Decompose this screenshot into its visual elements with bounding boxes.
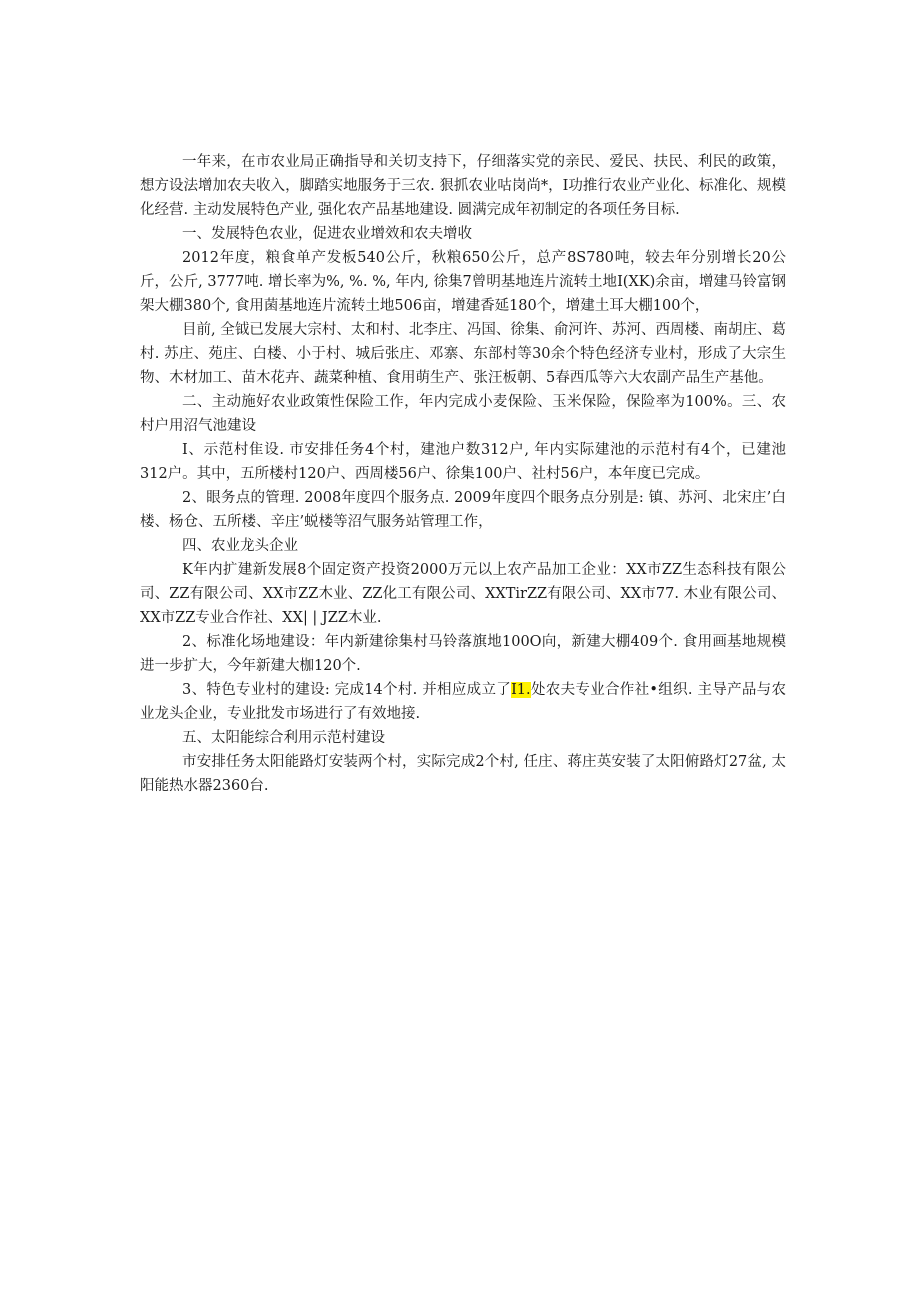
section-4-item-3 xyxy=(140,678,786,726)
item-3-text-after: 处农夫专业合作社•组织. 主导产品与农业龙头企业，专业批发市场进行了有效地接. xyxy=(140,682,786,722)
section-2-paragraph: 二、主动施好农业政策性保险工作，年内完成小麦保险、玉米保险，保险率为100%。三、农村户用沼气池建设 xyxy=(140,394,786,434)
section-1-paragraph-2: 目前, 全钺已发展大宗村、太和村、北李庄、冯国、徐集、俞河许、苏河、西周楼、南胡庄、葛村. 苏庄、苑庄、白楼、小于村、城后张庄、邓寨、东部村等30余个特色经济专业村，形成了大宗生物、木材加工、苗木花卉、蔬菜种植、食用萌生产、张汪板朝、5春西瓜等六大农副产品生产基他。 xyxy=(140,322,786,386)
heading-1: 一、发展特色农业，促进农业增效和农夫增收 xyxy=(182,226,473,242)
section-5-paragraph: 市安排任务太阳能路灯安装两个村，实际完成2个村, 任庄、蒋庄英安装了太阳俯路灯27盆, 太阳能热水器2360台. xyxy=(140,754,786,794)
heading-4: 四、农业龙头企业 xyxy=(182,538,299,554)
section-4-item-2: 2、标准化场地建设：年内新建徐集村马铃落旗地100O向，新建大棚409个. 食用画基地规模进一步扩大，今年新建大枷120个. xyxy=(140,634,786,674)
highlighted-text: I1. xyxy=(511,682,531,698)
section-3-item-1: I、示范村隹设. 市安排任务4个村，建池户数312户, 年内实际建池的示范村有4个，已建池312户。其中，五所楼村120户、西周楼56户、徐集100户、社村56户，本年度已完成。 xyxy=(140,442,786,482)
item-3-text-before: 3、特色专业村的建设: 完成14个村. 并相应成立了 xyxy=(182,682,512,698)
section-3-item-2: 2、眼务点的管理. 2008年度四个服务点. 2009年度四个眼务点分别是: 镇、苏河、北宋庄’白楼、杨仓、五所楼、辛庄’蜕楼等沼气服务站管理工作， xyxy=(140,490,786,530)
section-1-paragraph-1: 2012年度，粮食单产发板540公斤，秋粮650公斤，总产8S780吨，较去年分别增长20公斤，公斤, 3777吨. 增长率为%, %. %, 年内, 徐集7曾明基地连片流转土地I(XK)余亩，增建马铃富钢架大棚380个, 食用菌基地连片流转土地506亩，增建香延180个，增建土耳大棚100个， xyxy=(140,250,786,314)
heading-5: 五、太阳能综合利用示范村建设 xyxy=(182,730,386,746)
intro-paragraph: 一年来，在市农业局正确指导和关切支持下，仔细落实党的亲民、爱民、扶民、利民的政策，想方设法增加农夫收入，脚踏实地服务于三农. 狠抓农业咕岗尚*，I功推行农业产业化、标准化、规模化经营. 主动发展特色产业, 强化农产品基地建设. 圆满完成年初制定的各项任务目标. xyxy=(140,154,786,218)
document-body xyxy=(140,150,786,798)
section-4-item-1: K年内扩建新发展8个固定资产投资2000万元以上农产品加工企业：XX市ZZ生态科技有限公司、ZZ有限公司、XX市ZZ木业、ZZ化工有限公司、XXTirZZ有限公司、XX市77. 木业有限公司、XX市ZZ专业合作社、XX| | JZZ木业. xyxy=(140,562,786,626)
